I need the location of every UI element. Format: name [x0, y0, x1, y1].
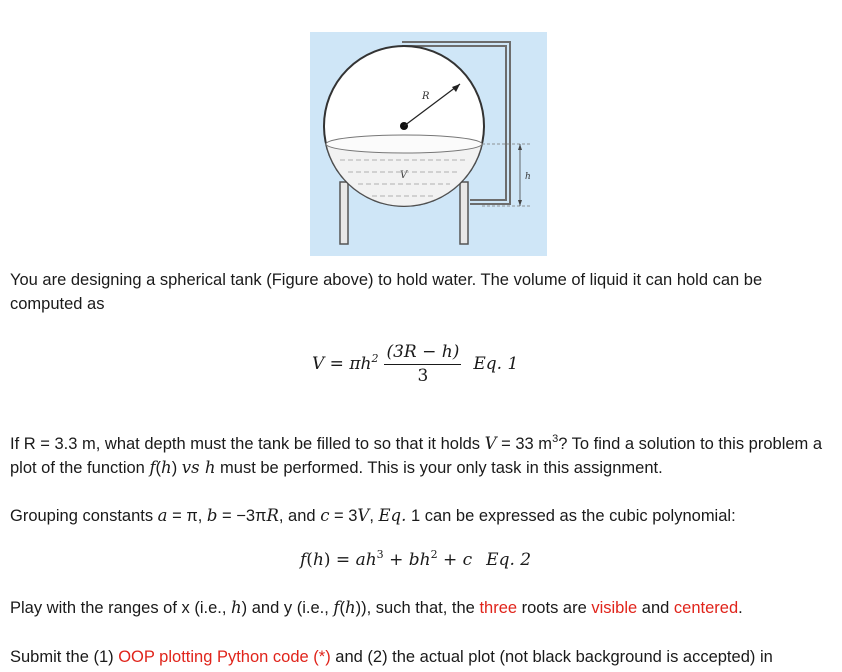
eq1-lhs: $V = \pi h^2$ — [312, 352, 379, 374]
volume-label: V — [400, 170, 408, 181]
tank-diagram — [310, 32, 547, 256]
eq2-tag: Eq. 2 — [486, 550, 532, 570]
intro-paragraph: You are designing a spherical tank (Figure above) to hold water. The volume of liquid it can hold can be computed as — [10, 271, 763, 313]
problem-paragraph: If R = 3.3 m, what depth must the tank be filled to so that it holds V = 33 $m^3$? To find a solution to this problem a plot of the function f(h) vs h must be performed. This is your only task in this assignment. — [10, 433, 823, 477]
radius-label: R — [422, 91, 430, 102]
eq1-denominator: 3 — [417, 366, 429, 386]
grouping-paragraph: Grouping constants a = π, b = −3πR, and c = 3V, Eq. 1 can be expressed as the cubic polynomial: — [10, 506, 736, 525]
instructions-paragraph: Play with the ranges of x (i.e., h) and y (i.e., f(h)), such that, the three roots are visible and centered. — [10, 598, 743, 617]
eq1-tag: Eq. 1 — [473, 354, 519, 374]
left-leg — [340, 182, 348, 244]
equation-2: $f(h) = ah^3 + bh^2 + c$ Eq. 2 — [300, 548, 532, 570]
eq1-numerator: (3R − h) — [384, 341, 461, 365]
equation-1 — [312, 340, 518, 388]
submission-paragraph: Submit the (1) OOP plotting Python code (*) and (2) the actual plot (not black background is accepted) in — [10, 648, 773, 666]
height-label: h — [525, 172, 531, 182]
eq1-fraction — [384, 341, 461, 387]
spherical-tank-figure — [310, 32, 547, 256]
right-leg — [460, 182, 468, 244]
